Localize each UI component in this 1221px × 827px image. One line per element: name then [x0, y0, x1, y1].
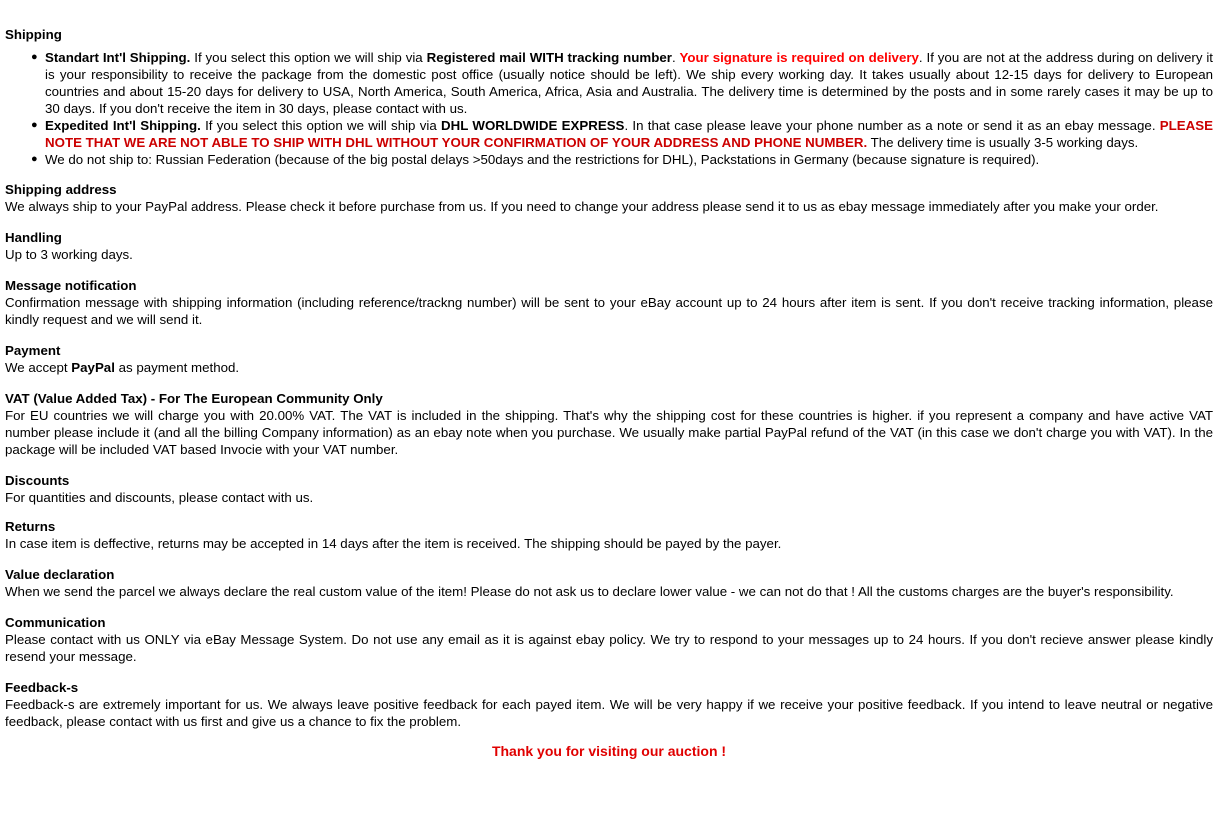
shipping-address-title: Shipping address [5, 182, 117, 197]
standard-shipping-text-2: . [671, 50, 680, 65]
payment-method: PayPal [71, 360, 115, 375]
feedback-title: Feedback-s [5, 680, 79, 695]
message-notification-title: Message notification [5, 278, 137, 293]
standard-shipping-text-3: . If you are not at the address during on delivery it is your responsibility to receive the package from the domestic post office (usually notice should be left). We ship every working day. It takes usually about 12-15 days for delivery to European countries and about 15-20 days for delivery to USA, North America, South America, Africa, Asia and Australia. The delivery time is determined by the posts and in some rarely cases it may be up to 30 days. If you don't receive the item in 30 days, please contact with us. [45, 50, 1214, 116]
bullet-icon: ● [31, 153, 38, 165]
discounts-section [5, 472, 1213, 506]
feedback-section [5, 679, 1213, 730]
payment-text-2: as payment method. [114, 360, 240, 375]
standard-shipping-lead: Standart Int'l Shipping. [45, 50, 191, 65]
message-notification-text: Confirmation message with shipping information (including reference/trackng number) will be sent to your eBay account up to 24 hours after item is sent. If you don't receive tracking information, please kindly request and we will send it. [5, 295, 1213, 327]
expedited-shipping-method: DHL WORLDWIDE EXPRESS [441, 118, 625, 133]
returns-section [5, 518, 1213, 552]
discounts-title: Discounts [5, 473, 70, 488]
value-declaration-text: When we send the parcel we always declare the real custom value of the item! Please do not ask us to declare lower value - we can not do that ! All the customs charges are the buyer's responsibility. [5, 584, 1174, 599]
communication-title: Communication [5, 615, 106, 630]
shipping-address-section [5, 181, 1213, 215]
signature-required-notice: Your signature is required on delivery [679, 50, 919, 65]
expedited-shipping-lead: Expedited Int'l Shipping. [45, 118, 201, 133]
standard-shipping-method: Registered mail WITH tracking number [426, 50, 672, 65]
vat-section [5, 390, 1213, 458]
payment-text [5, 359, 1213, 376]
handling-section [5, 229, 1213, 263]
handling-text: Up to 3 working days. [5, 247, 133, 262]
bullet-icon: ● [31, 51, 38, 63]
message-notification-section [5, 277, 1213, 328]
vat-text: For EU countries we will charge you with 20.00% VAT. The VAT is included in the shipping. That's why the shipping cost for these countries is higher. if you represent a company and have active VAT number please include it (and all the billing Company information) as an ebay note when you purchase. We usually make partial PayPal refund of the VAT (in this case we don't charge you with VAT). In the package will be included VAT based Invocie with your VAT number. [5, 408, 1213, 457]
bullet-icon: ● [31, 119, 38, 131]
list-item-standard-shipping [31, 49, 1214, 117]
payment-text-1: We accept [5, 360, 72, 375]
discounts-text: For quantities and discounts, please contact with us. [5, 490, 314, 505]
shipping-address-text: We always ship to your PayPal address. Please check it before purchase from us. If you need to change your address please send it to us as ebay message immediately after you make your order. [5, 199, 1159, 214]
expedited-shipping-text-2: . In that case please leave your phone number as a note or send it as an ebay message. [624, 118, 1160, 133]
shipping-options-list [5, 49, 1213, 168]
expedited-shipping-text-1: If you select this option we will ship via [200, 118, 442, 133]
shipping-section [5, 26, 1213, 168]
list-item-excluded-destinations [31, 151, 1213, 168]
value-declaration-title: Value declaration [5, 567, 115, 582]
handling-title: Handling [5, 230, 62, 245]
shipping-title: Shipping [5, 27, 62, 42]
payment-section [5, 342, 1213, 376]
vat-title: VAT (Value Added Tax) - For The European Community Only [5, 391, 383, 406]
feedback-text: Feedback-s are extremely important for us. We always leave positive feedback for each payed item. We will be very happy if we receive your positive feedback. If you intend to leave neutral or negative feedback, please contact with us first and give us a chance to fix the problem. [5, 697, 1213, 729]
excluded-destinations-text: We do not ship to: Russian Federation (because of the big postal delays >50days and the restrictions for DHL), Packstations in Germany (because signature is required). [45, 152, 1040, 167]
communication-text: Please contact with us ONLY via eBay Message System. Do not use any email as it is against ebay policy. We try to respond to your messages up to 24 hours. If you don't recieve answer please kindly resend your message. [5, 632, 1213, 664]
value-declaration-section [5, 566, 1213, 600]
returns-title: Returns [5, 519, 56, 534]
thank-you-message: Thank you for visiting our auction ! [491, 743, 727, 759]
standard-shipping-text-1: If you select this option we will ship via [190, 50, 427, 65]
dhl-confirmation-notice: PLEASE NOTE THAT WE ARE NOT ABLE TO SHIP WITH DHL WITHOUT YOUR CONFIRMATION OF YOUR ADDRESS AND PHONE NUMBER. [45, 118, 1213, 150]
list-item-expedited-shipping [31, 117, 1213, 151]
expedited-shipping-text-3: The delivery time is usually 3-5 working days. [867, 135, 1139, 150]
payment-title: Payment [5, 343, 61, 358]
communication-section [5, 614, 1213, 665]
returns-text: In case item is deffective, returns may be accepted in 14 days after the item is received. The shipping should be payed by the payer. [5, 536, 782, 551]
